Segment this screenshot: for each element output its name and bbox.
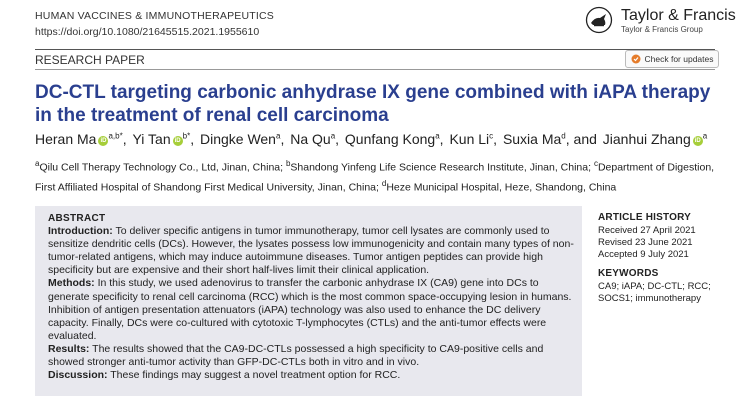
affiliation-marker: b (285, 159, 291, 168)
author-name[interactable]: Heran Ma (35, 131, 97, 147)
author-name[interactable]: Suxia Ma (502, 131, 562, 147)
abstract-section-label: Introduction: (48, 225, 113, 238)
author-entry (132, 131, 197, 147)
abstract-section (48, 369, 580, 382)
abstract-section-text: To deliver specific antigens in tumor immunotherapy, tumor cell lysates are commonly used to sensitize dendritic cells (DCs). However, the lysates possess low immunogenicity and contain many types of non-tumor-related antigens, which may induce autoimmune diseases. Tumor antigen peptides can provide high specificity but are expensive and their short half-lives limit their clinical application. (48, 225, 574, 277)
taylor-francis-logo-icon (585, 6, 613, 34)
subheader-divider (35, 69, 715, 70)
abstract-section-label: Methods: (48, 277, 95, 290)
header-divider (35, 49, 715, 50)
author-affiliation-marker: a,b* (108, 131, 123, 141)
abstract-section-label: Discussion: (48, 369, 108, 382)
author-name[interactable]: Jianhui Zhang (602, 131, 691, 147)
author-entry (449, 131, 500, 147)
affiliation-text: Department of Digestion, First Affiliated Hospital of Shandong First Medical University, Jinan, China; (35, 161, 715, 193)
keywords-heading: KEYWORDS (598, 268, 659, 279)
author-affiliation-marker: d (561, 131, 566, 141)
abstract-section (48, 343, 580, 369)
abstract-heading: ABSTRACT (48, 213, 106, 224)
journal-name: HUMAN VACCINES & IMMUNOTHERAPEUTICS (35, 10, 274, 22)
abstract-section-text: The results showed that the CA9-DC-CTLs possessed a high specificity to CA9-positive cells and showed stronger anti-tumor activity than GFP-DC-CTLs both in vitro and in vivo. (48, 342, 544, 369)
check-updates-icon (631, 54, 641, 64)
author-name[interactable]: Yi Tan (132, 131, 171, 147)
affiliation-marker: d (381, 178, 387, 188)
author-entry (35, 131, 130, 147)
author-affiliation-marker: a (330, 131, 336, 141)
author-name[interactable]: Qunfang Kong (344, 131, 436, 147)
history-item: Accepted 9 July 2021 (598, 249, 689, 260)
article-history-heading: ARTICLE HISTORY (598, 212, 692, 223)
author-affiliation-marker: c (489, 131, 494, 141)
author-affiliation-marker: b* (182, 131, 191, 141)
author-affiliation-marker: a (275, 131, 281, 141)
author-entry (603, 131, 707, 147)
author-separator: , (439, 131, 448, 147)
author-list (35, 131, 735, 147)
publisher-logo (585, 6, 736, 34)
publisher-name: Taylor & Francis (621, 6, 736, 24)
abstract-section-label: Results: (48, 342, 90, 355)
author-separator: , (335, 131, 343, 147)
author-separator: , (122, 131, 131, 147)
history-item: Revised 23 June 2021 (598, 237, 693, 248)
author-entry (503, 131, 601, 147)
paper-type: RESEARCH PAPER (35, 53, 145, 67)
article-history (598, 212, 696, 261)
keywords (598, 268, 733, 305)
author-separator: , (190, 131, 198, 147)
abstract-section-text: These findings may suggest a novel treatment option for RCC. (107, 369, 401, 382)
author-affiliation-marker: a (435, 131, 440, 141)
affiliation-text: Heze Municipal Hospital, Heze, Shandong, China (386, 181, 617, 193)
author-name[interactable]: Kun Li (449, 131, 490, 147)
author-entry (290, 131, 343, 147)
affiliation-text: Shandong Yinfeng Life Science Research Institute, Jinan, China; (290, 161, 594, 174)
history-item: Received 27 April 2021 (598, 225, 696, 236)
publisher-group: Taylor & Francis Group (621, 24, 703, 34)
orcid-icon[interactable]: iD (694, 138, 701, 144)
author-separator: , (493, 131, 501, 147)
abstract-body (48, 212, 580, 382)
article-title: DC-CTL targeting carbonic anhydrase IX gene combined with iAPA therapy in the treatment of renal cell carcinoma (35, 82, 711, 126)
affiliation-marker: a (35, 159, 40, 168)
abstract-section (48, 225, 580, 277)
author-entry (200, 131, 288, 147)
affiliation-marker: c (593, 159, 598, 168)
author-separator: , and (565, 131, 601, 147)
affiliations (35, 156, 725, 195)
abstract-box (35, 206, 582, 396)
doi-link[interactable]: https://doi.org/10.1080/21645515.2021.1955610 (35, 26, 260, 38)
check-updates-label: Check for updates (644, 54, 714, 64)
orcid-icon[interactable]: iD (100, 138, 107, 144)
abstract-section (48, 277, 580, 342)
author-name[interactable]: Dingke Wen (199, 131, 276, 147)
author-affiliation-marker: a (702, 131, 708, 141)
abstract-section-text: In this study, we used adenovirus to transfer the carbonic anhydrase IX (CA9) gene into DCs to generate specificity to renal cell carcinoma (RCC) which is the most common space-occupying lesion in humans. Inhibition of antigen presentation attenuators (iAPA) technology was also used to enhance the DC delivery capacity. Finally, DCs were co-cultured with cytotoxic T-lymphocytes (CTLs) and the anti-tumor effects were evaluated. (48, 277, 572, 342)
affiliation-text: Qilu Cell Therapy Technology Co., Ltd, Jinan, China; (39, 161, 286, 174)
orcid-icon[interactable]: iD (174, 138, 181, 144)
author-entry (345, 131, 448, 147)
author-separator: , (280, 131, 289, 147)
author-name[interactable]: Na Qu (290, 131, 331, 147)
check-updates-button[interactable] (625, 50, 719, 68)
keywords-text: CA9; iAPA; DC-CTL; RCC; SOCS1; immunotherapy (598, 281, 711, 304)
